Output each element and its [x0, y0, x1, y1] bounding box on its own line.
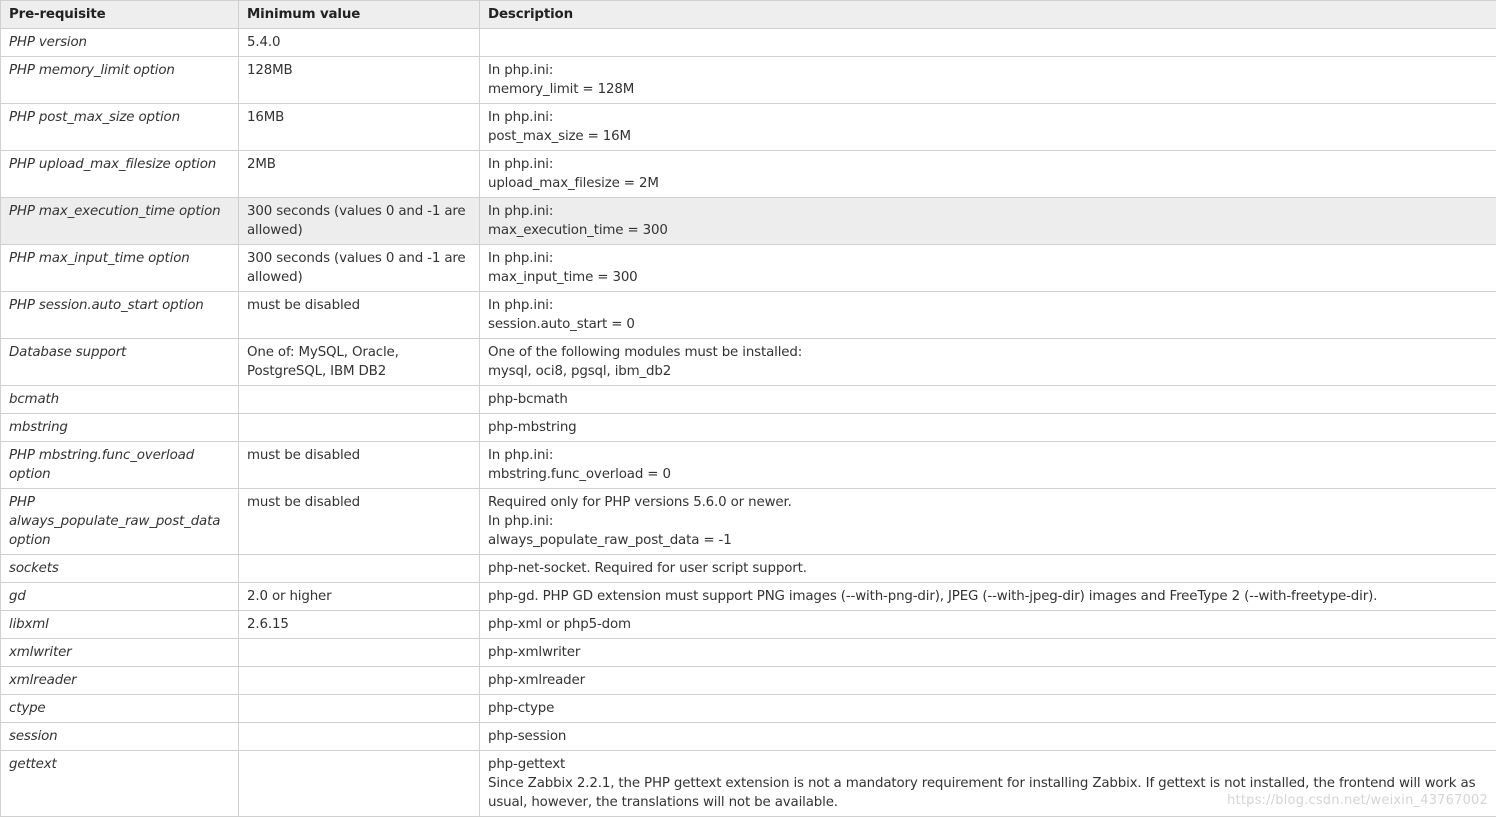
description-line: php-session [488, 729, 567, 744]
description-line: session.auto_start = 0 [488, 317, 635, 332]
description-cell [480, 151, 1496, 198]
minimum-value-cell: must be disabled [239, 292, 480, 339]
minimum-value-cell: 2.0 or higher [239, 583, 480, 611]
minimum-value-cell: 300 seconds (values 0 and -1 are allowed) [239, 198, 480, 245]
description-line: upload_max_filesize = 2M [488, 176, 659, 191]
description-cell [480, 245, 1496, 292]
description-line: max_execution_time = 300 [488, 223, 668, 238]
description-line: In php.ini: [488, 448, 554, 463]
table-row [1, 414, 1496, 442]
prerequisite-cell: xmlwriter [1, 639, 239, 667]
table-row [1, 245, 1496, 292]
prerequisite-cell: PHP session.auto_start option [1, 292, 239, 339]
description-line: In php.ini: [488, 157, 554, 172]
table-row [1, 583, 1496, 611]
description-line: In php.ini: [488, 514, 554, 529]
description-line: php-xml or php5-dom [488, 617, 631, 632]
description-cell [480, 29, 1496, 57]
table-row [1, 29, 1496, 57]
header-description: Description [480, 1, 1496, 29]
description-line: php-ctype [488, 701, 555, 716]
description-cell [480, 104, 1496, 151]
prerequisite-cell: PHP version [1, 29, 239, 57]
table-row [1, 489, 1496, 555]
prerequisite-cell: sockets [1, 555, 239, 583]
minimum-value-cell: One of: MySQL, Oracle, PostgreSQL, IBM DB2 [239, 339, 480, 386]
table-row [1, 555, 1496, 583]
table-row [1, 723, 1496, 751]
description-line: mbstring.func_overload = 0 [488, 467, 671, 482]
description-line: mysql, oci8, pgsql, ibm_db2 [488, 364, 672, 379]
description-line: In php.ini: [488, 63, 554, 78]
prerequisite-cell: PHP mbstring.func_overload option [1, 442, 239, 489]
header-row [1, 1, 1496, 29]
prerequisite-cell: PHP memory_limit option [1, 57, 239, 104]
minimum-value-cell: must be disabled [239, 442, 480, 489]
description-line: php-bcmath [488, 392, 568, 407]
table-row [1, 667, 1496, 695]
minimum-value-cell: 2.6.15 [239, 611, 480, 639]
prerequisite-cell: PHP max_execution_time option [1, 198, 239, 245]
minimum-value-cell: 5.4.0 [239, 29, 480, 57]
prerequisite-cell: PHP post_max_size option [1, 104, 239, 151]
header-prerequisite: Pre-requisite [1, 1, 239, 29]
minimum-value-cell: 2MB [239, 151, 480, 198]
table-row [1, 104, 1496, 151]
description-cell [480, 489, 1496, 555]
prerequisite-cell: gettext [1, 751, 239, 817]
description-cell [480, 611, 1496, 639]
description-cell [480, 198, 1496, 245]
description-cell [480, 339, 1496, 386]
prerequisite-cell: ctype [1, 695, 239, 723]
description-line: Required only for PHP versions 5.6.0 or newer. [488, 495, 792, 510]
prerequisite-cell: mbstring [1, 414, 239, 442]
description-cell [480, 292, 1496, 339]
minimum-value-cell [239, 751, 480, 817]
minimum-value-cell [239, 667, 480, 695]
minimum-value-cell: 128MB [239, 57, 480, 104]
description-line: post_max_size = 16M [488, 129, 631, 144]
description-cell [480, 57, 1496, 104]
minimum-value-cell [239, 414, 480, 442]
description-cell [480, 667, 1496, 695]
description-line: always_populate_raw_post_data = -1 [488, 533, 732, 548]
prerequisite-cell: libxml [1, 611, 239, 639]
description-cell [480, 555, 1496, 583]
description-line: In php.ini: [488, 204, 554, 219]
description-line: Since Zabbix 2.2.1, the PHP gettext extension is not a mandatory requirement for installing Zabbix. If gettext is not installed, the frontend will work as usual, however, the translations will not be available. [488, 776, 1476, 810]
description-cell [480, 639, 1496, 667]
table-row [1, 611, 1496, 639]
description-cell [480, 442, 1496, 489]
description-line: php-xmlreader [488, 673, 585, 688]
description-line: php-net-socket. Required for user script support. [488, 561, 807, 576]
prerequisite-cell: xmlreader [1, 667, 239, 695]
prerequisite-cell: Database support [1, 339, 239, 386]
minimum-value-cell [239, 639, 480, 667]
minimum-value-cell: must be disabled [239, 489, 480, 555]
table-row [1, 442, 1496, 489]
description-cell [480, 695, 1496, 723]
minimum-value-cell: 300 seconds (values 0 and -1 are allowed) [239, 245, 480, 292]
table-row [1, 151, 1496, 198]
minimum-value-cell: 16MB [239, 104, 480, 151]
table-row [1, 57, 1496, 104]
description-line: php-mbstring [488, 420, 577, 435]
description-line: php-xmlwriter [488, 645, 581, 660]
prerequisite-cell: session [1, 723, 239, 751]
table-row [1, 386, 1496, 414]
description-line: php-gd. PHP GD extension must support PNG images (--with-png-dir), JPEG (--with-jpeg-dir) images and FreeType 2 (--with-freetype-dir). [488, 589, 1378, 604]
prerequisite-cell: bcmath [1, 386, 239, 414]
table-row [1, 339, 1496, 386]
description-line: In php.ini: [488, 110, 554, 125]
header-minimum-value: Minimum value [239, 1, 480, 29]
prerequisite-cell: PHP max_input_time option [1, 245, 239, 292]
watermark-text: https://blog.csdn.net/weixin_43767002 [1227, 793, 1488, 808]
table-row [1, 695, 1496, 723]
table-row [1, 639, 1496, 667]
prerequisite-cell: PHP always_populate_raw_post_data option [1, 489, 239, 555]
description-line: In php.ini: [488, 251, 554, 266]
description-line: php-gettext [488, 757, 566, 772]
minimum-value-cell [239, 555, 480, 583]
minimum-value-cell [239, 386, 480, 414]
description-cell [480, 723, 1496, 751]
description-cell [480, 386, 1496, 414]
table-row-highlighted [1, 198, 1496, 245]
description-line: In php.ini: [488, 298, 554, 313]
prerequisite-cell: gd [1, 583, 239, 611]
description-cell [480, 583, 1496, 611]
table-row [1, 292, 1496, 339]
minimum-value-cell [239, 723, 480, 751]
description-line: One of the following modules must be installed: [488, 345, 803, 360]
description-line: max_input_time = 300 [488, 270, 638, 285]
description-line: memory_limit = 128M [488, 82, 635, 97]
description-cell [480, 414, 1496, 442]
prerequisite-cell: PHP upload_max_filesize option [1, 151, 239, 198]
minimum-value-cell [239, 695, 480, 723]
